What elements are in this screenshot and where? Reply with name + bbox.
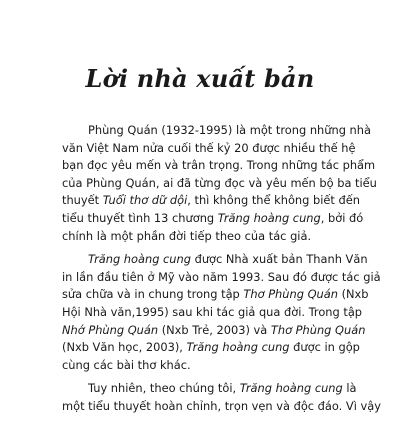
page-body: [62, 122, 381, 422]
text-segment: là: [342, 381, 357, 396]
text-segment: được Nhà xuất bản Thanh Văn: [190, 252, 368, 267]
text-line: [62, 322, 372, 340]
paragraph: [62, 251, 381, 374]
text-segment: của Phùng Quán, ai đã từng đọc và yêu mến bộ ba tiểu: [62, 175, 377, 190]
text-segment: (Nxb Văn học, 2003),: [62, 340, 187, 355]
text-segment: bạn đọc yêu mến và trân trọng. Trong những tác phẩm: [62, 158, 376, 173]
text-line: [62, 210, 372, 228]
text-segment: in lần đầu tiên ở Mỹ vào năm 1993. Sau đó được tác giả: [62, 269, 381, 284]
text-segment: Phùng Quán (1932-1995) là một trong những nhà: [88, 123, 371, 137]
italic-title-text: Trăng hoàng cung: [239, 381, 343, 396]
text-segment: một tiểu thuyết hoàn chỉnh, trọn vẹn và độc đáo. Vì vậy: [62, 398, 381, 413]
text-segment: Hội Nhà văn,1995) sau khi tác giả qua đời. Trong tập: [62, 304, 363, 319]
italic-title-text: Tuổi thơ dữ dội: [102, 193, 188, 208]
text-segment: sửa chữa và in chung trong tập: [62, 287, 244, 302]
text-segment: (Nxb Trẻ, 2003) và: [158, 322, 271, 337]
paragraph: [62, 380, 381, 415]
italic-title-text: Trăng hoàng cung: [217, 210, 321, 225]
text-segment: (Nxb: [337, 287, 369, 302]
text-line: [62, 251, 372, 269]
text-segment: chính là một phần đời tiếp theo của tác giả.: [62, 228, 312, 243]
text-line: [62, 228, 372, 246]
text-line: [62, 357, 372, 375]
italic-title-text: Thơ Phùng Quán: [270, 322, 366, 337]
text-segment: văn Việt Nam nửa cuối thế kỷ 20 được nhiều thế hệ: [62, 140, 356, 155]
text-line: [62, 140, 372, 158]
text-segment: , thì không thể không biết đến: [187, 193, 360, 208]
text-segment: tiểu thuyết tình 13 chương: [62, 210, 218, 225]
italic-title-text: Nhớ Phùng Quán: [62, 322, 159, 337]
text-line: [62, 175, 377, 193]
text-segment: Tuy nhiên, theo chúng tôi,: [88, 381, 240, 396]
text-segment: , bởi đó: [320, 210, 364, 225]
text-line: [62, 339, 372, 357]
paragraph: [62, 122, 377, 245]
italic-title-text: Trăng hoàng cung: [88, 252, 191, 267]
text-line: [62, 398, 381, 416]
text-line: [62, 304, 372, 322]
text-line: [62, 192, 372, 210]
text-line: [62, 380, 372, 398]
text-line: [62, 122, 372, 140]
text-line: [62, 157, 376, 175]
text-line: [62, 286, 372, 304]
page-title: Lời nhà xuất bản: [85, 64, 315, 93]
text-line: [62, 269, 381, 287]
text-segment: thuyết: [62, 193, 103, 208]
text-segment: cùng các bài thơ khác.: [62, 357, 191, 372]
italic-title-text: Thơ Phùng Quán: [243, 287, 338, 302]
italic-title-text: Trăng hoàng cung: [186, 340, 290, 355]
text-segment: được in gộp: [289, 340, 360, 355]
